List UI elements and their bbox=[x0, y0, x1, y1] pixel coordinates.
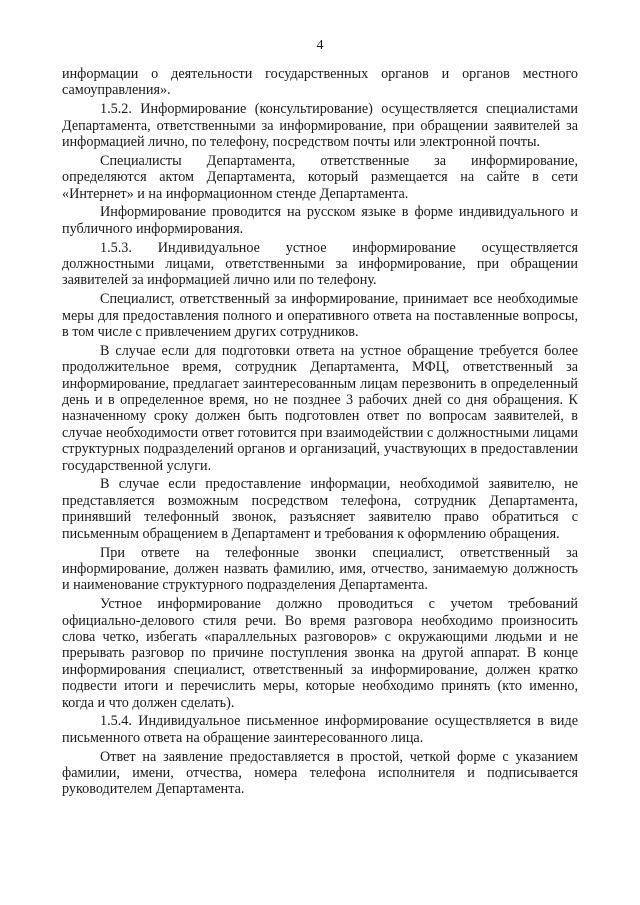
paragraph-language: Информирование проводится на русском языке в форме индивидуального и публичного информирования. bbox=[62, 204, 578, 237]
paragraph-1-5-4: 1.5.4. Индивидуальное письменное информирование осуществляется в виде письменного ответа на обращение заинтересованного лица. bbox=[62, 713, 578, 746]
paragraph-longer-time: В случае если для подготовки ответа на устное обращение требуется более продолжительное время, сотрудник Департамента, МФЦ, ответственный за информирование, предлагает заинтересованным лицам перезвонить в определенный день и в определенное время, но не позднее 3 рабочих дней со дня обращения. К назначенному сроку должен быть подготовлен ответ по вопросам заявителей, в случае необходимости ответ готовится при взаимодействии с должностными лицами структурных подразделений органов и организаций, участвующих в предоставлении государственной услуги. bbox=[62, 342, 578, 474]
paragraph-oral-style: Устное информирование должно проводиться с учетом требований официально-делового стиля речи. Во время разговора необходимо произносить слова четко, избегать «параллельных разговоров» с окружающими людьми и не прерывать разговор по причине поступления звонка на другой аппарат. В конце информирования специалист, ответственный за информирование, должен кратко подвести итоги и перечислить меры, которые необходимо принять (кто именно, когда и что должен сделать). bbox=[62, 596, 578, 711]
paragraph-specialists: Специалисты Департамента, ответственные за информирование, определяются актом Департамента, который размещается на сайте в сети «Интернет» и на информационном стенде Департамента. bbox=[62, 152, 578, 202]
page-number: 4 bbox=[316, 38, 324, 53]
paragraph-specialist-measures: Специалист, ответственный за информирование, принимает все необходимые меры для предоставления полного и оперативного ответа на поставленные вопросы, в том числе с привлечением других сотрудников. bbox=[62, 291, 578, 341]
paragraph-continuation: информации о деятельности государственных органов и органов местного самоуправления». bbox=[62, 66, 578, 99]
paragraph-not-possible-by-phone: В случае если предоставление информации, необходимой заявителю, не представляется возможным посредством телефона, сотрудник Департамента, принявший телефонный звонок, разъясняет заявителю право обратиться с письменным обращением в Департамент и требования к оформлению обращения. bbox=[62, 476, 578, 542]
paragraph-phone-calls: При ответе на телефонные звонки специалист, ответственный за информирование, должен назвать фамилию, имя, отчество, занимаемую должность и наименование структурного подразделения Департамента. bbox=[62, 544, 578, 594]
paragraph-1-5-2: 1.5.2. Информирование (консультирование) осуществляется специалистами Департамента, ответственными за информирование, при обращении заявителей за информацией лично, по телефону, посредством почты или электронной почты. bbox=[62, 101, 578, 151]
paragraph-answer-form: Ответ на заявление предоставляется в простой, четкой форме с указанием фамилии, имени, отчества, номера телефона исполнителя и подписывается руководителем Департамента. bbox=[62, 748, 578, 798]
paragraph-1-5-3: 1.5.3. Индивидуальное устное информирование осуществляется должностными лицами, ответственными за информирование, при обращении заявителей за информацией лично или по телефону. bbox=[62, 239, 578, 289]
document-body bbox=[62, 66, 578, 800]
